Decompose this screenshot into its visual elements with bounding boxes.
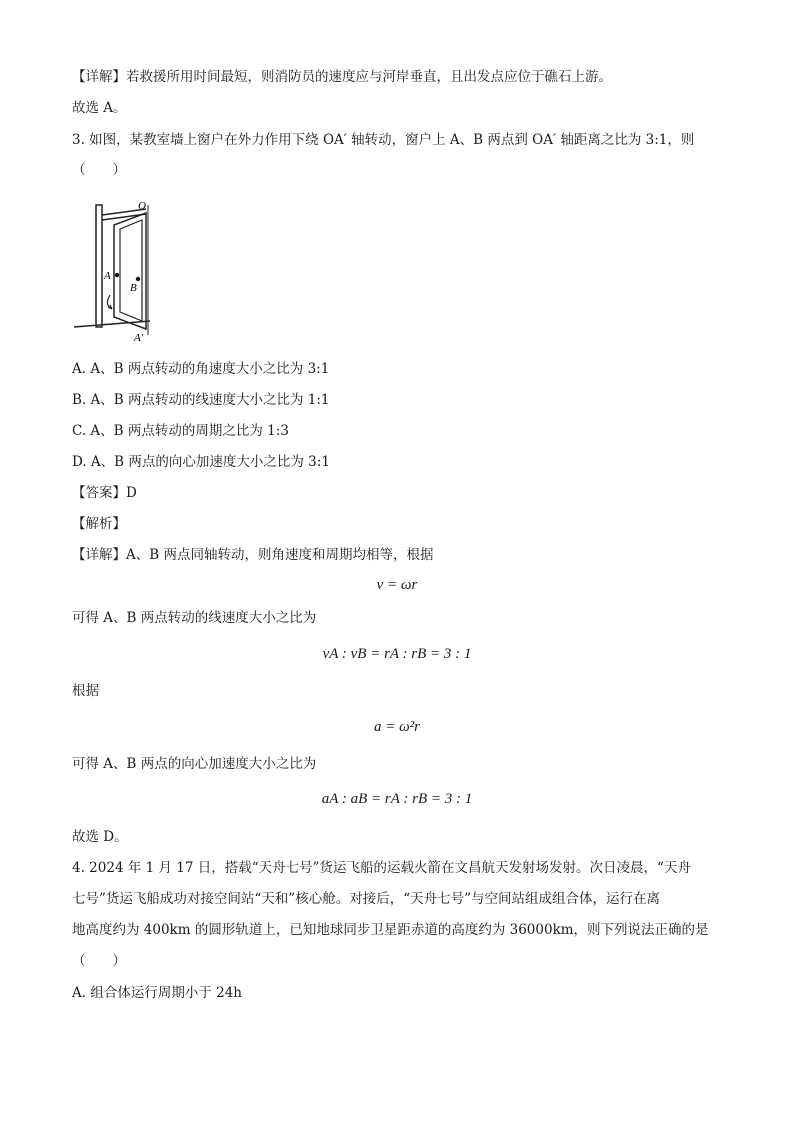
option-c: C. A、B 两点转动的周期之比为 1:3 (72, 423, 289, 439)
option-a: A. A、B 两点转动的角速度大小之比为 3:1 (72, 361, 330, 377)
question-3-stem: 3. 如图，某教室墙上窗户在外力作用下绕 OA′ 轴转动，窗户上 A、B 两点到 OA′ 轴距离之比为 3:1，则 (72, 132, 695, 148)
label-b: B (130, 282, 137, 294)
text-2: 可得 A、B 两点转动的线速度大小之比为 (72, 610, 317, 626)
option-d: D. A、B 两点的向心加速度大小之比为 3:1 (72, 454, 330, 470)
point-b-dot (136, 277, 140, 281)
question-4-option-a: A. 组合体运行周期小于 24h (72, 985, 242, 1001)
question-4-line-3: 地高度约为 400km 的圆形轨道上，已知地球同步卫星距赤道的高度约为 36000km，则下列说法正确的是 (72, 922, 709, 938)
text-3: 根据 (72, 683, 99, 699)
question-4-paren: （ ） (72, 953, 126, 969)
detail-text: 【详解】A、B 两点同轴转动，则角速度和周期均相等，根据 (72, 547, 434, 563)
equation-2: vA : vB = rA : rB = 3 : 1 (322, 646, 472, 662)
line-choose-a: 故选 A。 (72, 100, 127, 116)
equation-4: aA : aB = rA : rB = 3 : 1 (321, 791, 473, 807)
line-detail-1: 【详解】若救援所用时间最短，则消防员的速度应与河岸垂直，且出发点应位于礁石上游。 (72, 69, 612, 85)
point-a-dot (115, 273, 119, 277)
question-4-line-1: 4. 2024 年 1 月 17 日，搭载“天舟七号”货运飞船的运载火箭在文昌航天发射场发射。次日凌晨，“天舟 (72, 860, 691, 876)
question-3-paren: （ ） (72, 162, 126, 178)
label-o: O (138, 200, 146, 212)
label-a: A (104, 270, 111, 282)
window-figure (68, 195, 158, 345)
answer: 【答案】D (72, 485, 137, 501)
analysis-heading: 【解析】 (72, 516, 126, 532)
label-a-prime: A′ (134, 332, 144, 344)
option-b: B. A、B 两点转动的线速度大小之比为 1:1 (72, 392, 330, 408)
text-5: 故选 D。 (72, 829, 128, 845)
equation-3: a = ω²r (373, 719, 421, 735)
text-4: 可得 A、B 两点的向心加速度大小之比为 (72, 756, 317, 772)
equation-1: v = ωr (376, 577, 418, 593)
question-4-line-2: 七号”货运飞船成功对接空间站“天和”核心舱。对接后，“天舟七号”与空间站组成组合体，运行在离 (72, 891, 661, 907)
